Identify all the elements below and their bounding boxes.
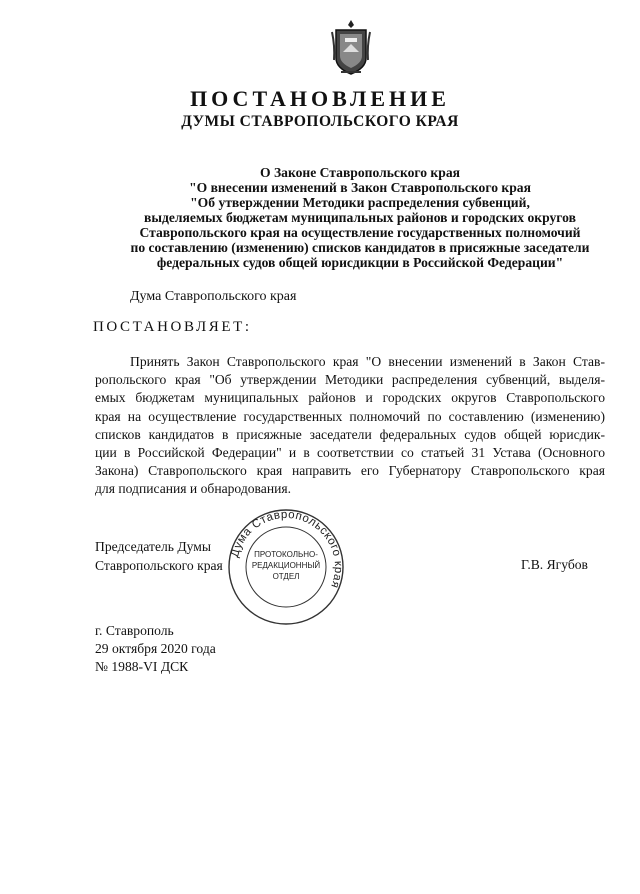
issue-city: г. Ставрополь bbox=[95, 623, 174, 638]
paragraph-line: Закона) Ставропольского края направить его Губернатору Ставропольского края bbox=[95, 463, 605, 479]
issuing-body: Дума Ставропольского края bbox=[130, 289, 297, 304]
signatory-position bbox=[95, 538, 223, 575]
subject-line: О Законе Ставропольского края bbox=[260, 165, 460, 180]
paragraph-line: края на осуществление государственных полномочий по составлению (изменению) bbox=[95, 408, 605, 424]
stamp-center-line: ПРОТОКОЛЬНО- bbox=[254, 550, 318, 559]
official-stamp bbox=[226, 507, 346, 627]
signatory-position-line: Ставропольского края bbox=[95, 557, 223, 573]
subject-line: Ставропольского края на осуществление государственных полномочий bbox=[139, 225, 581, 240]
stamp-center-line: РЕДАКЦИОННЫЙ bbox=[251, 561, 321, 570]
signatory-position-line: Председатель Думы bbox=[95, 539, 212, 554]
stamp-ring-text: Дума Ставропольского края bbox=[229, 508, 345, 591]
decree-keyword: ПОСТАНОВЛЯЕТ: bbox=[93, 319, 252, 335]
paragraph-line: ропольского края "Об утверждении Методики распределения субвенций, выделя- bbox=[95, 372, 605, 388]
document-title: ПОСТАНОВЛЕНИЕ bbox=[190, 86, 450, 111]
subject-line: федеральных судов общей юрисдикции в Российской Федерации" bbox=[156, 255, 564, 270]
subject-line: "О внесении изменений в Закон Ставропольского края bbox=[189, 180, 531, 195]
document-footer bbox=[95, 622, 216, 676]
document-number: № 1988-VI ДСК bbox=[95, 659, 189, 674]
stavropol-coat-of-arms-icon bbox=[331, 18, 371, 76]
document-subtitle: ДУМЫ СТАВРОПОЛЬСКОГО КРАЯ bbox=[181, 113, 459, 130]
signatory-name: Г.В. Ягубов bbox=[521, 557, 588, 572]
subject-line: по составлению (изменению) списков кандидатов в присяжные заседатели bbox=[130, 240, 590, 255]
subject-line: выделяемых бюджетам муниципальных районов и городских округов bbox=[144, 210, 576, 225]
paragraph-line: ции в Российской Федерации" и в соответствии со статьей 31 Устава (Основного bbox=[95, 445, 605, 461]
issue-date: 29 октября 2020 года bbox=[95, 641, 216, 656]
subject-line: "Об утверждении Методики распределения субвенций, bbox=[190, 195, 530, 210]
stamp-center-line: ОТДЕЛ bbox=[272, 572, 300, 581]
paragraph-line: емых бюджетам муниципальных районов и городских округов Ставропольского bbox=[95, 390, 605, 406]
paragraph-line: Принять Закон Ставропольского края "О внесении изменений в Закон Став- bbox=[130, 354, 605, 369]
document-subject bbox=[60, 165, 640, 270]
resolution-paragraph bbox=[95, 353, 605, 499]
paragraph-line: для подписания и обнародования. bbox=[95, 481, 292, 497]
paragraph-line: списков кандидатов в присяжные заседатели федеральных судов общей юрисдик- bbox=[95, 426, 605, 442]
